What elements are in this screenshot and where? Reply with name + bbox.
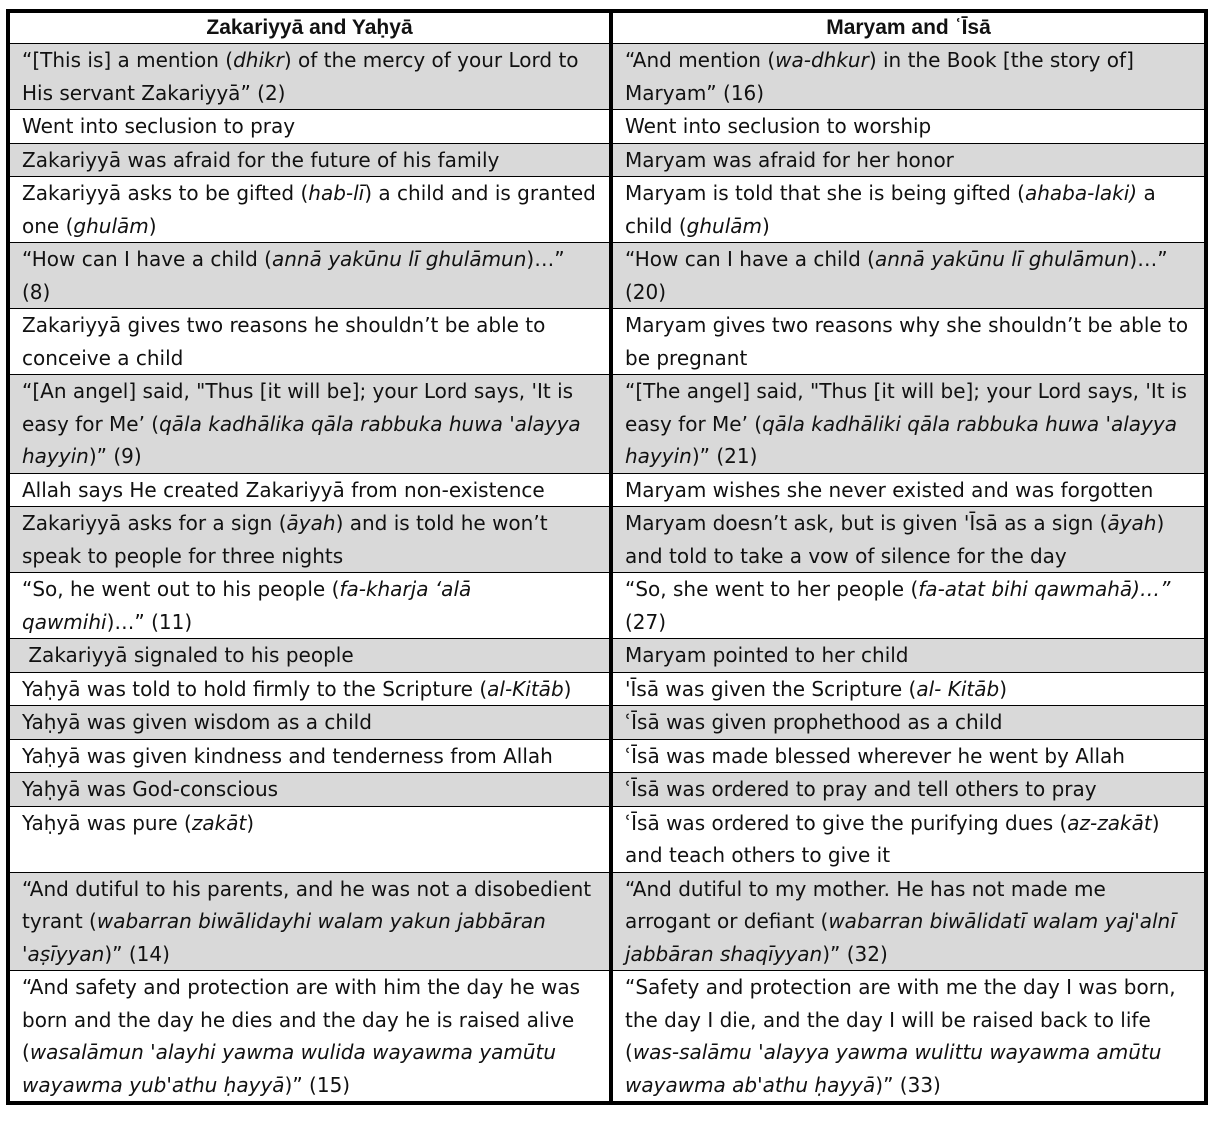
cell-maryam-isa: “How can I have a child (annā yakūnu lī ghulāmun)…” (20) — [611, 243, 1206, 309]
table-row — [8, 739, 1206, 773]
table-row — [8, 773, 1206, 807]
cell-zakariyya-yahya: “[An angel] said, "Thus [it will be]; your Lord says, 'It is easy for Me’ (qāla kadhālika qāla rabbuka huwa 'alayya hayyin)” (9) — [8, 375, 611, 474]
cell-maryam-isa: ʿĪsā was ordered to pray and tell others to pray — [611, 773, 1206, 807]
table-row — [8, 473, 1206, 507]
cell-maryam-isa: 'Īsā was given the Scripture (al- Kitāb) — [611, 672, 1206, 706]
cell-maryam-isa: Went into seclusion to worship — [611, 110, 1206, 144]
table-row — [8, 672, 1206, 706]
cell-zakariyya-yahya: Allah says He created Zakariyyā from non-existence — [8, 473, 611, 507]
table-row — [8, 507, 1206, 573]
cell-maryam-isa: Maryam was afraid for her honor — [611, 143, 1206, 177]
cell-zakariyya-yahya: “And dutiful to his parents, and he was not a disobedient tyrant (wabarran biwālidayhi walam yakun jabbāran 'aṣīyyan)” (14) — [8, 872, 611, 971]
table-body — [8, 44, 1206, 1104]
column-header-zakariyya-yahya: Zakariyyā and Yaḥyā — [8, 11, 611, 44]
cell-zakariyya-yahya: Zakariyyā signaled to his people — [8, 639, 611, 673]
cell-zakariyya-yahya: “And safety and protection are with him the day he was born and the day he dies and the day he is raised alive (wasalāmun 'alayhi yawma wulida wayawma yamūtu wayawma yub'athu ḥayyā)” (15) — [8, 971, 611, 1104]
cell-maryam-isa: ʿĪsā was made blessed wherever he went by Allah — [611, 739, 1206, 773]
cell-maryam-isa: “Safety and protection are with me the day I was born, the day I die, and the day I will be raised back to life (was-salāmu 'alayya yawma wulittu wayawma amūtu wayawma ab'athu ḥayyā)” (33) — [611, 971, 1206, 1104]
cell-zakariyya-yahya: Zakariyyā asks for a sign (āyah) and is told he won’t speak to people for three nights — [8, 507, 611, 573]
table-row — [8, 143, 1206, 177]
cell-maryam-isa: ʿĪsā was ordered to give the purifying dues (az-zakāt) and teach others to give it — [611, 806, 1206, 872]
table-row — [8, 639, 1206, 673]
cell-maryam-isa: Maryam is told that she is being gifted (ahaba-laki) a child (ghulām) — [611, 177, 1206, 243]
cell-zakariyya-yahya: Yaḥyā was given kindness and tenderness from Allah — [8, 739, 611, 773]
cell-zakariyya-yahya: “How can I have a child (annā yakūnu lī ghulāmun)…” (8) — [8, 243, 611, 309]
table-row — [8, 110, 1206, 144]
cell-zakariyya-yahya: Yaḥyā was given wisdom as a child — [8, 706, 611, 740]
table-row — [8, 573, 1206, 639]
cell-zakariyya-yahya: Yaḥyā was God-conscious — [8, 773, 611, 807]
table-row — [8, 872, 1206, 971]
table-row — [8, 971, 1206, 1104]
cell-maryam-isa: Maryam doesn’t ask, but is given 'Īsā as a sign (āyah) and told to take a vow of silence for the day — [611, 507, 1206, 573]
cell-zakariyya-yahya: Went into seclusion to pray — [8, 110, 611, 144]
cell-maryam-isa: ʿĪsā was given prophethood as a child — [611, 706, 1206, 740]
cell-maryam-isa: Maryam wishes she never existed and was forgotten — [611, 473, 1206, 507]
cell-maryam-isa: “[The angel] said, "Thus [it will be]; your Lord says, 'It is easy for Me’ (qāla kadhāliki qāla rabbuka huwa 'alayya hayyin)” (21) — [611, 375, 1206, 474]
cell-maryam-isa: “And dutiful to my mother. He has not made me arrogant or defiant (wabarran biwālidatī walam yaj'alnī jabbāran shaqīyyan)” (32) — [611, 872, 1206, 971]
cell-maryam-isa: Maryam gives two reasons why she shouldn’t be able to be pregnant — [611, 309, 1206, 375]
cell-zakariyya-yahya: “[This is] a mention (dhikr) of the mercy of your Lord to His servant Zakariyyā” (2) — [8, 44, 611, 110]
header-row — [8, 11, 1206, 44]
cell-maryam-isa: Maryam pointed to her child — [611, 639, 1206, 673]
table-row — [8, 177, 1206, 243]
table-row — [8, 44, 1206, 110]
cell-zakariyya-yahya: Zakariyyā was afraid for the future of his family — [8, 143, 611, 177]
cell-zakariyya-yahya: “So, he went out to his people (fa-kharja ‘alā qawmihi)…” (11) — [8, 573, 611, 639]
cell-zakariyya-yahya: Yaḥyā was told to hold firmly to the Scripture (al-Kitāb) — [8, 672, 611, 706]
table-row — [8, 806, 1206, 872]
table-row — [8, 309, 1206, 375]
table-row — [8, 706, 1206, 740]
column-header-maryam-isa: Maryam and ʿĪsā — [611, 11, 1206, 44]
table-row — [8, 243, 1206, 309]
cell-maryam-isa: “So, she went to her people (fa-atat bihi qawmahā)…” (27) — [611, 573, 1206, 639]
cell-zakariyya-yahya: Zakariyyā gives two reasons he shouldn’t be able to conceive a child — [8, 309, 611, 375]
comparison-table — [6, 9, 1208, 1105]
table-row — [8, 375, 1206, 474]
cell-zakariyya-yahya: Yaḥyā was pure (zakāt) — [8, 806, 611, 872]
cell-zakariyya-yahya: Zakariyyā asks to be gifted (hab-lī) a child and is granted one (ghulām) — [8, 177, 611, 243]
cell-maryam-isa: “And mention (wa-dhkur) in the Book [the story of] Maryam” (16) — [611, 44, 1206, 110]
